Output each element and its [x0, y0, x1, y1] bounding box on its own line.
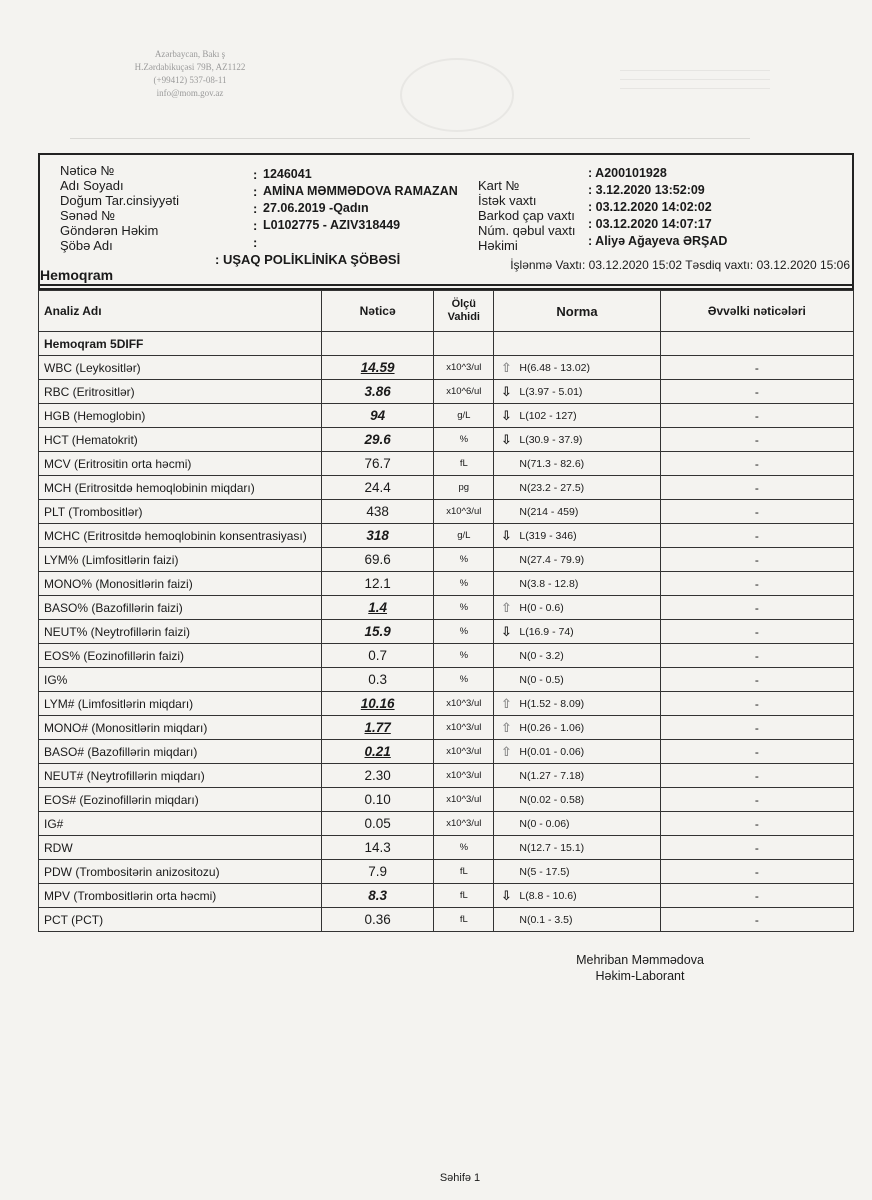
header-analysis: Analiz Adı: [39, 291, 322, 332]
table-row: [39, 788, 854, 812]
birth-gender: 27.06.2019 -Qadın: [263, 201, 369, 215]
previous-result: -: [660, 452, 853, 476]
unit-cell: %: [434, 668, 494, 692]
result-cell: [322, 836, 434, 860]
analysis-name: MPV (Trombositlərin orta həcmi): [39, 884, 322, 908]
letterhead-line: H.Zərdabikuçəsi 79B, AZ1122: [134, 62, 246, 72]
arrow-down-icon: ⇩: [500, 407, 512, 423]
result-cell: [322, 404, 434, 428]
label-birth: Doğum Tar.cinsiyyəti: [60, 193, 179, 208]
unit-cell: %: [434, 644, 494, 668]
norm-cell: [494, 788, 660, 812]
norm-cell: [494, 860, 660, 884]
arrow-up-icon: ⇧: [500, 743, 512, 759]
colon-column: : : : : :: [253, 167, 258, 250]
department-name: UŞAQ POLİKLİNİKA ŞÖBƏSİ: [222, 252, 401, 267]
table-row: [39, 476, 854, 500]
result-cell: [322, 740, 434, 764]
arrow-placeholder: [499, 793, 513, 807]
norm-range: L(8.8 - 10.6): [519, 889, 577, 902]
norm-range: L(16.9 - 74): [519, 625, 574, 638]
norm-cell: [494, 572, 660, 596]
analysis-name: EOS% (Eozinofillərin faizi): [39, 644, 322, 668]
previous-result: -: [660, 428, 853, 452]
result-value: 14.3: [364, 840, 391, 855]
header-unit: Ölçü Vahidi: [434, 291, 494, 332]
unit-cell: x10^3/ul: [434, 692, 494, 716]
previous-result: -: [660, 596, 853, 620]
norm-range: N(3.8 - 12.8): [519, 577, 579, 590]
previous-result: -: [660, 788, 853, 812]
result-value: 29.6: [364, 432, 391, 447]
table-row: [39, 428, 854, 452]
table-header-row: [39, 291, 854, 332]
result-value: 1.77: [364, 720, 391, 735]
norm-range: N(0.1 - 3.5): [519, 913, 573, 926]
request-values: [588, 166, 818, 251]
result-value: 94: [370, 408, 386, 423]
unit-cell: g/L: [434, 524, 494, 548]
letterhead-line: (+99412) 537-08-11: [153, 75, 227, 85]
table-row: [39, 500, 854, 524]
result-cell: [322, 452, 434, 476]
arrow-placeholder: [499, 649, 513, 663]
table-row: [39, 356, 854, 380]
request-labels: [478, 178, 598, 253]
analysis-name: PCT (PCT): [39, 908, 322, 932]
unit-cell: x10^3/ul: [434, 500, 494, 524]
unit-cell: fL: [434, 452, 494, 476]
table-row: [39, 644, 854, 668]
analysis-name: RDW: [39, 836, 322, 860]
arrow-down-icon: ⇩: [500, 623, 512, 639]
previous-result: -: [660, 740, 853, 764]
previous-result: -: [660, 572, 853, 596]
result-value: 318: [366, 528, 389, 543]
arrow-up-icon: ⇧: [500, 359, 512, 375]
norm-range: N(1.27 - 7.18): [519, 769, 585, 782]
unit-cell: fL: [434, 860, 494, 884]
norm-cell: [494, 644, 660, 668]
arrow-down-icon: ⇩: [500, 887, 512, 903]
previous-result: -: [660, 404, 853, 428]
norm-cell: [494, 836, 660, 860]
table-row: [39, 596, 854, 620]
label-department: Şöbə Adı: [60, 238, 113, 253]
label-result-no: Nəticə №: [60, 163, 115, 178]
norm-range: N(12.7 - 15.1): [519, 841, 585, 854]
norm-cell: [494, 428, 660, 452]
result-value: 14.59: [360, 360, 395, 375]
norm-range: N(0 - 3.2): [519, 649, 564, 662]
norm-cell: [494, 356, 660, 380]
signature-title: Həkim-Laborant: [595, 969, 685, 983]
result-value: 76.7: [364, 456, 391, 471]
arrow-up-icon: ⇧: [500, 719, 512, 735]
arrow-placeholder: [499, 577, 513, 591]
result-cell: [322, 548, 434, 572]
header-norm: Norma: [494, 291, 660, 332]
norm-cell: [494, 884, 660, 908]
arrow-placeholder: [499, 553, 513, 567]
table-row: [39, 524, 854, 548]
analysis-name: MCV (Eritrositin orta həcmi): [39, 452, 322, 476]
signature-block: [540, 952, 740, 984]
letterhead-line: info@mom.gov.az: [156, 88, 224, 98]
result-cell: [322, 692, 434, 716]
previous-result: -: [660, 716, 853, 740]
table-row: [39, 620, 854, 644]
sample-time: : 03.12.2020 14:07:17: [588, 217, 712, 231]
result-cell: [322, 788, 434, 812]
result-value: 1.4: [368, 600, 388, 615]
table-row: [39, 836, 854, 860]
norm-range: N(5 - 17.5): [519, 865, 570, 878]
norm-cell: [494, 812, 660, 836]
arrow-placeholder: [499, 865, 513, 879]
arrow-placeholder: [499, 841, 513, 855]
analysis-name: WBC (Leykositlər): [39, 356, 322, 380]
result-cell: [322, 572, 434, 596]
analysis-name: PLT (Trombositlər): [39, 500, 322, 524]
unit-cell: x10^6/ul: [434, 380, 494, 404]
result-value: 438: [366, 504, 389, 519]
norm-cell: [494, 908, 660, 932]
result-value: 7.9: [368, 864, 388, 879]
result-cell: [322, 356, 434, 380]
norm-range: N(0.02 - 0.58): [519, 793, 585, 806]
arrow-placeholder: [499, 505, 513, 519]
results-table: [38, 290, 854, 932]
table-row: [39, 764, 854, 788]
header-previous: Əvvəlki nəticələri: [660, 291, 853, 332]
unit-cell: fL: [434, 908, 494, 932]
result-value: 0.7: [368, 648, 388, 663]
norm-range: H(0 - 0.6): [519, 601, 564, 614]
norm-range: N(27.4 - 79.9): [519, 553, 585, 566]
arrow-placeholder: [499, 913, 513, 927]
label-card: Kart №: [478, 178, 520, 193]
unit-cell: x10^3/ul: [434, 788, 494, 812]
table-row: [39, 380, 854, 404]
result-cell: [322, 380, 434, 404]
norm-cell: [494, 404, 660, 428]
analysis-name: HCT (Hematokrit): [39, 428, 322, 452]
previous-result: -: [660, 812, 853, 836]
result-value: 15.9: [364, 624, 391, 639]
result-cell: [322, 596, 434, 620]
result-value: 12.1: [364, 576, 391, 591]
section-divider: [38, 284, 854, 286]
norm-range: L(3.97 - 5.01): [519, 385, 583, 398]
previous-result: -: [660, 476, 853, 500]
result-cell: [322, 644, 434, 668]
department-value: : UŞAQ POLİKLİNİKA ŞÖBƏSİ: [215, 252, 401, 267]
patient-values: [263, 167, 513, 252]
previous-result: -: [660, 884, 853, 908]
norm-cell: [494, 476, 660, 500]
norm-cell: [494, 716, 660, 740]
norm-cell: [494, 740, 660, 764]
label-document: Sənəd №: [60, 208, 116, 223]
processing-times: İşlənmə Vaxtı: 03.12.2020 15:02 Təsdiq vaxtı: 03.12.2020 15:06: [510, 258, 850, 272]
previous-result: -: [660, 500, 853, 524]
analysis-name: MCHC (Eritrositdə hemoqlobinin konsentrasiyası): [39, 524, 322, 548]
request-time: : 3.12.2020 13:52:09: [588, 183, 705, 197]
norm-range: H(0.26 - 1.06): [519, 721, 585, 734]
norm-range: N(214 - 459): [519, 505, 579, 518]
analysis-name: MCH (Eritrositdə hemoqlobinin miqdarı): [39, 476, 322, 500]
analysis-name: MONO# (Monositlərin miqdarı): [39, 716, 322, 740]
result-value: 0.10: [364, 792, 391, 807]
unit-cell: x10^3/ul: [434, 716, 494, 740]
arrow-up-icon: ⇧: [500, 695, 512, 711]
result-cell: [322, 812, 434, 836]
arrow-placeholder: [499, 817, 513, 831]
unit-cell: pg: [434, 476, 494, 500]
unit-cell: %: [434, 836, 494, 860]
unit-cell: x10^3/ul: [434, 764, 494, 788]
analysis-name: PDW (Trombositərin anizositozu): [39, 860, 322, 884]
previous-result: -: [660, 764, 853, 788]
label-request-time: İstək vaxtı: [478, 193, 537, 208]
analysis-name: NEUT% (Neytrofillərin faizi): [39, 620, 322, 644]
unit-cell: g/L: [434, 404, 494, 428]
table-row: [39, 740, 854, 764]
result-value: 8.3: [368, 888, 388, 903]
arrow-placeholder: [499, 769, 513, 783]
result-cell: [322, 500, 434, 524]
doctor-name: : Aliyə Ağayeva ƏRŞAD: [588, 234, 728, 248]
unit-cell: %: [434, 620, 494, 644]
unit-cell: %: [434, 596, 494, 620]
table-row: [39, 668, 854, 692]
arrow-placeholder: [499, 481, 513, 495]
arrow-down-icon: ⇩: [500, 383, 512, 399]
previous-result: -: [660, 836, 853, 860]
section-title: Hemoqram: [40, 267, 114, 283]
analysis-name: BASO% (Bazofillərin faizi): [39, 596, 322, 620]
previous-result: -: [660, 692, 853, 716]
table-row: [39, 548, 854, 572]
previous-result: -: [660, 356, 853, 380]
unit-cell: x10^3/ul: [434, 356, 494, 380]
analysis-name: MONO% (Monositlərin faizi): [39, 572, 322, 596]
norm-cell: [494, 524, 660, 548]
unit-cell: %: [434, 548, 494, 572]
previous-result: -: [660, 644, 853, 668]
analysis-name: BASO# (Bazofillərin miqdarı): [39, 740, 322, 764]
result-cell: [322, 860, 434, 884]
watermark-lines: [620, 70, 770, 97]
group-row: [39, 332, 854, 356]
result-value: 0.3: [368, 672, 388, 687]
card-number: : A200101928: [588, 166, 667, 180]
header-result: Nəticə: [322, 291, 434, 332]
previous-result: -: [660, 380, 853, 404]
patient-labels: [60, 163, 230, 253]
analysis-name: LYM% (Limfositlərin faizi): [39, 548, 322, 572]
norm-range: H(1.52 - 8.09): [519, 697, 585, 710]
letterhead-address: [95, 48, 285, 100]
norm-cell: [494, 500, 660, 524]
analysis-name: LYM# (Limfositlərin miqdarı): [39, 692, 322, 716]
norm-range: N(0 - 0.06): [519, 817, 570, 830]
analysis-name: EOS# (Eozinofillərin miqdarı): [39, 788, 322, 812]
unit-cell: x10^3/ul: [434, 812, 494, 836]
result-value: 3.86: [364, 384, 391, 399]
result-cell: [322, 524, 434, 548]
table-row: [39, 452, 854, 476]
unit-cell: %: [434, 572, 494, 596]
group-name: Hemoqram 5DIFF: [39, 332, 322, 356]
label-barcode-time: Barkod çap vaxtı: [478, 208, 575, 223]
arrow-up-icon: ⇧: [500, 599, 512, 615]
letterhead-line: Azərbaycan, Bakı ş: [154, 49, 226, 59]
document-number: L0102775 - AZIV318449: [263, 218, 401, 232]
arrow-placeholder: [499, 457, 513, 471]
result-cell: [322, 908, 434, 932]
norm-range: N(71.3 - 82.6): [519, 457, 585, 470]
label-referring-doctor: Göndərən Həkim: [60, 223, 159, 238]
norm-range: H(6.48 - 13.02): [519, 361, 590, 374]
watermark-logo: [400, 58, 514, 132]
result-value: 0.36: [364, 912, 391, 927]
norm-cell: [494, 548, 660, 572]
previous-result: -: [660, 548, 853, 572]
norm-range: L(102 - 127): [519, 409, 577, 422]
result-cell: [322, 476, 434, 500]
result-number: 1246041: [263, 167, 312, 181]
analysis-name: RBC (Eritrositlər): [39, 380, 322, 404]
analysis-name: NEUT# (Neytrofillərin miqdarı): [39, 764, 322, 788]
norm-range: N(23.2 - 27.5): [519, 481, 585, 494]
norm-range: L(30.9 - 37.9): [519, 433, 583, 446]
patient-name: AMİNA MƏMMƏDOVA RAMAZAN: [263, 184, 458, 198]
unit-cell: %: [434, 428, 494, 452]
norm-range: N(0 - 0.5): [519, 673, 564, 686]
arrow-down-icon: ⇩: [500, 527, 512, 543]
unit-cell: fL: [434, 884, 494, 908]
analysis-name: IG#: [39, 812, 322, 836]
result-cell: [322, 428, 434, 452]
unit-cell: x10^3/ul: [434, 740, 494, 764]
norm-range: L(319 - 346): [519, 529, 577, 542]
letterhead-divider: [70, 138, 750, 139]
result-value: 24.4: [364, 480, 391, 495]
result-value: 69.6: [364, 552, 391, 567]
table-row: [39, 908, 854, 932]
referring-doctor: [263, 235, 513, 252]
previous-result: -: [660, 620, 853, 644]
table-row: [39, 860, 854, 884]
previous-result: -: [660, 860, 853, 884]
label-name: Adı Soyadı: [60, 178, 124, 193]
result-value: 0.05: [364, 816, 391, 831]
signature-name: Mehriban Məmmədova: [576, 953, 704, 967]
norm-cell: [494, 692, 660, 716]
table-row: [39, 812, 854, 836]
previous-result: -: [660, 668, 853, 692]
label-doctor: Həkimi: [478, 238, 518, 253]
result-value: 2.30: [364, 768, 391, 783]
norm-cell: [494, 596, 660, 620]
table-row: [39, 404, 854, 428]
previous-result: -: [660, 524, 853, 548]
norm-cell: [494, 668, 660, 692]
norm-cell: [494, 764, 660, 788]
result-value: 0.21: [364, 744, 391, 759]
table-row: [39, 692, 854, 716]
arrow-placeholder: [499, 673, 513, 687]
analysis-name: IG%: [39, 668, 322, 692]
barcode-time: : 03.12.2020 14:02:02: [588, 200, 712, 214]
result-cell: [322, 716, 434, 740]
norm-cell: [494, 452, 660, 476]
norm-cell: [494, 620, 660, 644]
norm-cell: [494, 380, 660, 404]
result-cell: [322, 884, 434, 908]
page-number: Səhifə 1: [439, 1172, 481, 1184]
arrow-down-icon: ⇩: [500, 431, 512, 447]
table-row: [39, 716, 854, 740]
result-cell: [322, 764, 434, 788]
analysis-name: HGB (Hemoglobin): [39, 404, 322, 428]
result-cell: [322, 668, 434, 692]
previous-result: -: [660, 908, 853, 932]
norm-range: H(0.01 - 0.06): [519, 745, 585, 758]
table-row: [39, 572, 854, 596]
result-cell: [322, 620, 434, 644]
table-row: [39, 884, 854, 908]
label-sample-time: Núm. qəbul vaxtı: [478, 223, 576, 238]
result-value: 10.16: [360, 696, 395, 711]
